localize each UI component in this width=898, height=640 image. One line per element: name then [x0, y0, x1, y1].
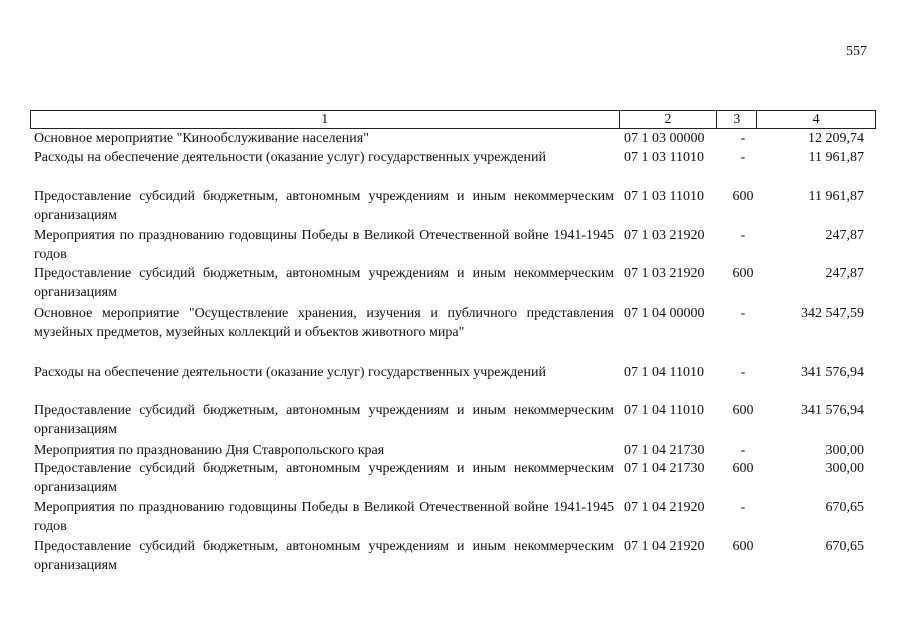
row-name: Предоставление субсидий бюджетным, автономным учреждениям и иным некоммерческим организациям [34, 461, 614, 495]
row-code: 07 1 03 21920 [624, 228, 705, 243]
row-code: 07 1 04 21730 [624, 443, 705, 458]
row-type: - [740, 150, 746, 165]
row-amount: 300,00 [825, 443, 864, 458]
row-amount: 670,65 [825, 500, 864, 515]
row-code: 07 1 03 11010 [624, 189, 704, 204]
row-name: Предоставление субсидий бюджетным, автономным учреждениям и иным некоммерческим организациям [34, 403, 614, 437]
row-name: Расходы на обеспечение деятельности (оказание услуг) государственных учреждений [34, 150, 546, 165]
table-header [30, 110, 876, 129]
row-type: - [740, 365, 746, 380]
row-code: 07 1 04 21920 [624, 539, 705, 554]
row-code: 07 1 04 21730 [624, 461, 705, 476]
row-type: 600 [732, 461, 754, 476]
row-code: 07 1 04 00000 [624, 306, 705, 321]
row-name: Основное мероприятие "Кинообслуживание населения" [34, 131, 369, 146]
row-type: 600 [732, 403, 754, 418]
page-number: 557 [846, 44, 867, 59]
row-amount: 342 547,59 [801, 306, 864, 321]
row-type: - [740, 443, 746, 458]
header-col-3: 3 [717, 111, 757, 128]
row-type: 600 [732, 539, 754, 554]
header-col-2: 2 [620, 111, 718, 128]
row-amount: 11 961,87 [808, 189, 864, 204]
row-amount: 341 576,94 [801, 403, 864, 418]
header-col-4: 4 [812, 112, 820, 127]
header-col-1: 1 [31, 111, 620, 128]
row-code: 07 1 04 11010 [624, 365, 704, 380]
row-type: 600 [732, 189, 754, 204]
row-amount: 670,65 [825, 539, 864, 554]
row-amount: 247,87 [825, 228, 864, 243]
row-type: - [740, 500, 746, 515]
row-name: Предоставление субсидий бюджетным, автономным учреждениям и иным некоммерческим организациям [34, 539, 614, 573]
row-name: Предоставление субсидий бюджетным, автономным учреждениям и иным некоммерческим организациям [34, 189, 614, 223]
row-amount: 341 576,94 [801, 365, 864, 380]
row-type: 600 [732, 266, 754, 281]
row-type: - [740, 131, 746, 146]
row-name: Основное мероприятие "Осуществление хранения, изучения и публичного представления музейных предметов, музейных коллекций и объектов животного мира" [34, 306, 614, 340]
row-code: 07 1 03 00000 [624, 131, 705, 146]
row-amount: 11 961,87 [808, 150, 864, 165]
row-type: - [740, 228, 746, 243]
row-amount: 300,00 [825, 461, 864, 476]
row-code: 07 1 03 21920 [624, 266, 705, 281]
row-amount: 12 209,74 [808, 131, 864, 146]
row-code: 07 1 04 21920 [624, 500, 705, 515]
row-code: 07 1 04 11010 [624, 403, 704, 418]
row-amount: 247,87 [825, 266, 864, 281]
row-name: Мероприятия по празднованию годовщины Победы в Великой Отечественной войне 1941-1945 годов [34, 228, 614, 262]
row-name: Расходы на обеспечение деятельности (оказание услуг) государственных учреждений [34, 365, 546, 380]
row-type: - [740, 306, 746, 321]
row-name: Мероприятия по празднованию Дня Ставропольского края [34, 443, 385, 458]
row-code: 07 1 03 11010 [624, 150, 704, 165]
row-name: Мероприятия по празднованию годовщины Победы в Великой Отечественной войне 1941-1945 годов [34, 500, 614, 534]
row-name: Предоставление субсидий бюджетным, автономным учреждениям и иным некоммерческим организациям [34, 266, 614, 300]
